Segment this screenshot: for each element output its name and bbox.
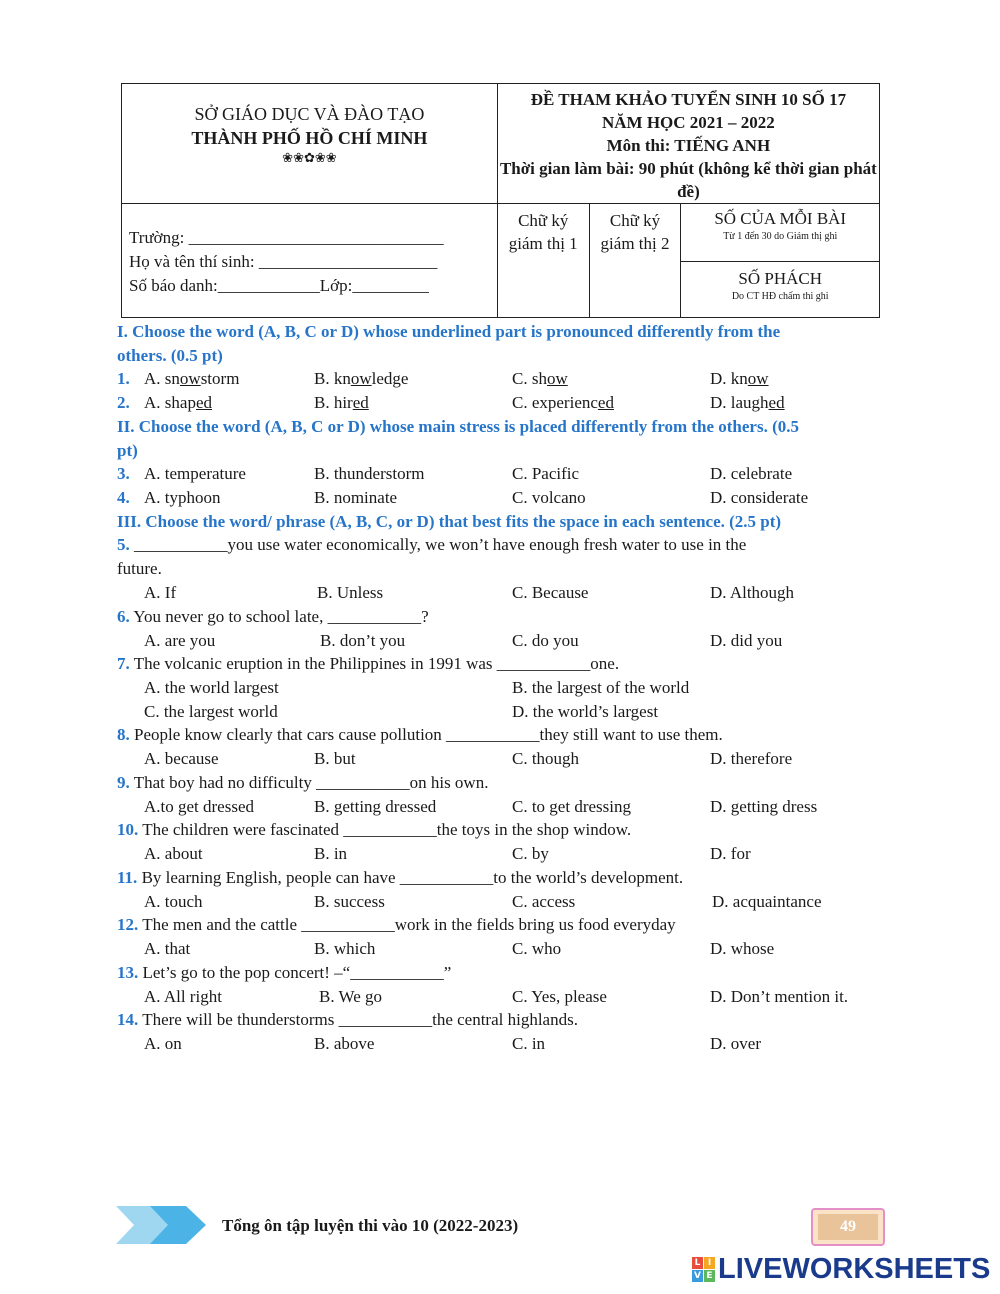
question-stem-continued: future. xyxy=(117,559,162,578)
question-stem: 7. The volcanic eruption in the Philippines in 1991 was ___________one. xyxy=(117,654,620,673)
option-d[interactable]: D. Although xyxy=(710,583,795,602)
time-allowed: Thời gian làm bài: 90 phút (không kể thời gian phát đề) xyxy=(499,159,877,201)
question-number: 1. xyxy=(117,369,130,388)
question-stem: 11. By learning English, people can have ___________to the world’s development. xyxy=(117,868,684,887)
liveworksheets-logo-icon: L I V E xyxy=(692,1257,716,1283)
candidate-name-field[interactable]: Họ và tên thí sinh: _____________________ xyxy=(129,252,438,271)
option-b[interactable]: B. thunderstorm xyxy=(314,464,425,483)
section-2-line-2: pt) xyxy=(117,441,138,460)
option-d[interactable]: D. acquaintance xyxy=(712,892,822,911)
question-stem: 6. You never go to school late, ___________? xyxy=(117,607,429,626)
option-a[interactable]: A. typhoon xyxy=(144,488,221,507)
page-number: 49 xyxy=(818,1214,878,1240)
numbering-cell xyxy=(681,204,880,318)
ornament: ❀❀✿❀❀ xyxy=(282,150,337,165)
option-d[interactable]: D. whose xyxy=(710,939,775,958)
option-a[interactable]: A. shaped xyxy=(144,393,212,412)
signature-2-sublabel: giám thị 2 xyxy=(600,234,670,253)
department-line-2: THÀNH PHỐ HỒ CHÍ MINH xyxy=(191,128,428,148)
section-1-line-1: I. Choose the word (A, B, C or D) whose underlined part is pronounced differently from the xyxy=(117,322,781,341)
option-b[interactable]: B. success xyxy=(314,892,385,911)
option-a[interactable]: A. about xyxy=(144,844,203,863)
option-b[interactable]: B. which xyxy=(314,939,376,958)
option-d[interactable]: D. for xyxy=(710,844,751,863)
option-d[interactable]: D. know xyxy=(710,369,769,388)
question-stem: 12. The men and the cattle ___________work in the fields bring us food everyday xyxy=(117,915,676,934)
page-number-badge xyxy=(811,1208,885,1246)
exam-title-cell xyxy=(497,84,879,204)
question-stem: 5. ___________you use water economically, we won’t have enough fresh water to use in the xyxy=(117,535,747,554)
subject: Môn thi: TIẾNG ANH xyxy=(606,136,771,155)
secret-number-title: SỐ PHÁCH xyxy=(738,269,823,288)
department-line-1: SỞ GIÁO DỤC VÀ ĐÀO TẠO xyxy=(194,104,425,124)
option-b[interactable]: B. but xyxy=(314,749,356,768)
option-b[interactable]: B. getting dressed xyxy=(314,797,437,816)
option-c[interactable]: C. in xyxy=(512,1034,546,1053)
option-d[interactable]: D. did you xyxy=(710,631,783,650)
candidate-info-cell xyxy=(122,204,498,318)
option-d[interactable]: D. therefore xyxy=(710,749,793,768)
option-b[interactable]: B. nominate xyxy=(314,488,398,507)
option-c[interactable]: C. Pacific xyxy=(512,464,580,483)
option-c[interactable]: C. the largest world xyxy=(144,702,278,721)
section-2-instructions xyxy=(117,415,877,463)
option-b[interactable]: B. don’t you xyxy=(320,631,406,650)
option-b[interactable]: B. We go xyxy=(319,987,383,1006)
invigilator-2-signature-cell xyxy=(589,204,681,318)
option-c[interactable]: C. Yes, please xyxy=(512,987,607,1006)
school-year: NĂM HỌC 2021 – 2022 xyxy=(601,113,775,132)
option-c[interactable]: C. experienced xyxy=(512,393,614,412)
option-b[interactable]: B. the largest of the world xyxy=(512,678,690,697)
option-c[interactable]: C. though xyxy=(512,749,580,768)
option-a[interactable]: A. that xyxy=(144,939,191,958)
candidate-id-field[interactable]: Số báo danh:____________Lớp:_________ xyxy=(129,276,429,295)
option-c[interactable]: C. volcano xyxy=(512,488,586,507)
option-c[interactable]: C. access xyxy=(512,892,576,911)
exam-title: ĐỀ THAM KHẢO TUYỂN SINH 10 SỐ 17 xyxy=(530,90,847,109)
option-a[interactable]: A. on xyxy=(144,1034,182,1053)
double-chevron-icon xyxy=(116,1206,208,1244)
option-a[interactable]: A. are you xyxy=(144,631,216,650)
option-b[interactable]: B. knowledge xyxy=(314,369,409,388)
school-field[interactable]: Trường: ______________________________ xyxy=(129,228,444,247)
question-stem: 13. Let’s go to the pop concert! –“___________” xyxy=(117,963,452,982)
option-c[interactable]: C. who xyxy=(512,939,562,958)
secret-number-note: Do CT HĐ chấm thi ghi xyxy=(731,291,829,302)
question-stem: 10. The children were fascinated ___________the toys in the shop window. xyxy=(117,820,632,839)
question-stem: 9. That boy had no difficulty ___________on his own. xyxy=(117,773,489,792)
option-d[interactable]: D. the world’s largest xyxy=(512,702,659,721)
section-2-line-1: II. Choose the word (A, B, C or D) whose main stress is placed differently from the others. (0.5 xyxy=(117,417,800,436)
section-1-instructions xyxy=(117,320,877,368)
signature-2-label: Chữ ký xyxy=(609,211,661,230)
signature-1-label: Chữ ký xyxy=(518,211,569,230)
question-stem: 8. People know clearly that cars cause pollution ___________they still want to use them. xyxy=(117,725,723,744)
option-a[interactable]: A. All right xyxy=(144,987,222,1006)
option-d[interactable]: D. laughed xyxy=(710,393,785,412)
option-a[interactable]: A. because xyxy=(144,749,219,768)
question-number: 3. xyxy=(117,464,130,483)
option-c[interactable]: C. to get dressing xyxy=(512,797,631,816)
option-d[interactable]: D. getting dress xyxy=(710,797,818,816)
option-b[interactable]: B. Unless xyxy=(317,583,384,602)
option-a[interactable]: A. temperature xyxy=(144,464,246,483)
section-1-line-2: others. (0.5 pt) xyxy=(117,346,223,365)
option-d[interactable]: D. Don’t mention it. xyxy=(710,987,849,1006)
option-c[interactable]: C. do you xyxy=(512,631,579,650)
option-a[interactable]: A. touch xyxy=(144,892,203,911)
option-a[interactable]: A.to get dressed xyxy=(144,797,255,816)
option-b[interactable]: B. hired xyxy=(314,393,369,412)
signature-1-sublabel: giám thị 1 xyxy=(508,234,578,253)
exam-header-table xyxy=(121,83,880,318)
option-d[interactable]: D. considerate xyxy=(710,488,809,507)
option-a[interactable]: A. the world largest xyxy=(144,678,279,697)
option-c[interactable]: C. show xyxy=(512,369,568,388)
paper-number-note: Từ 1 đến 30 do Giám thị ghi xyxy=(723,231,838,242)
liveworksheets-brand[interactable]: LIVEWORKSHEETS xyxy=(718,1253,991,1285)
option-b[interactable]: B. in xyxy=(314,844,348,863)
book-title: Tổng ôn tập luyện thi vào 10 (2022-2023) xyxy=(222,1216,519,1235)
option-a[interactable]: A. snowstorm xyxy=(144,369,240,388)
question-number: 4. xyxy=(117,488,130,507)
option-d[interactable]: D. celebrate xyxy=(710,464,793,483)
option-d[interactable]: D. over xyxy=(710,1034,761,1053)
option-c[interactable]: C. Because xyxy=(512,583,589,602)
section-3-instructions: III. Choose the word/ phrase (A, B, C, or D) that best fits the space in each sentence. (2.5 pt) xyxy=(117,512,782,531)
department-cell xyxy=(122,84,498,204)
option-b[interactable]: B. above xyxy=(314,1034,375,1053)
option-c[interactable]: C. by xyxy=(512,844,549,863)
option-a[interactable]: A. If xyxy=(144,583,177,602)
invigilator-1-signature-cell xyxy=(497,204,589,318)
question-number: 2. xyxy=(117,393,130,412)
paper-number-title: SỐ CỦA MỖI BÀI xyxy=(714,209,847,228)
question-stem: 14. There will be thunderstorms ___________the central highlands. xyxy=(117,1010,578,1029)
